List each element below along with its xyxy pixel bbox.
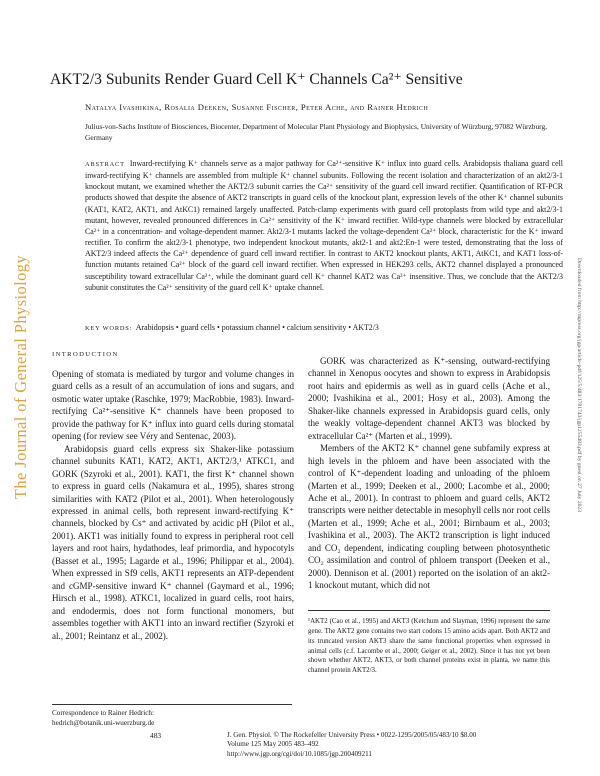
author-list: Natalya Ivashikina, Rosalia Deeken, Susanne Fischer, Peter Ache, and Rainer Hedrich [85, 102, 429, 112]
abstract-label: ABSTRACT [85, 161, 125, 168]
correspondence-email: hedrich@botanik.uni-wuerzburg.de [52, 719, 155, 727]
abstract [85, 158, 563, 293]
introduction-heading: INTRODUCTION [52, 351, 119, 358]
correspondence-note [52, 704, 292, 728]
download-info-rail: Downloaded from http://rupress.org/jgp/article-pdf/125/5/483/1781743/jgp1255483.pdf by guest on 27 July 2023 [576, 257, 582, 513]
journal-name-rail: The Journal of General Physiology [11, 254, 30, 500]
paragraph: Opening of stomata is mediated by turgor and volume changes in guard cells as a result of an accumulation of ions and sugars, and osmotic water uptake (Raschke, 1979; MacRobbie, 1983). Inward-rectifying Ca²⁺-sensitive K⁺ channels have been proposed to provide the pathway for K⁺ influx into guard cells during stomatal opening (for review see Véry and Sentenac, 2003). [52, 369, 294, 442]
abstract-text: Inward-rectifying K⁺ channels serve as a major pathway for Ca²⁺-sensitive K⁺ influx into guard cells. Arabidopsis thaliana guard cell inward-rectifying K⁺ channels are assembled from multiple K⁺ channel subunits. Following the recent isolation and characterization of an akt2/3-1 knockout mutant, we examined whether the AKT2/3 subunit carries the Ca²⁺ sensitivity of the guard cell inward rectifier. Quantification of RT-PCR products showed that despite the absence of AKT2 transcripts in guard cells of the knockout plant, expression levels of the other K⁺ channel subunits (KAT1, KAT2, AKT1, and AtKC1) remained largely unaffected. Patch-clamp experiments with guard cell protoplasts from wild type and akt2/3-1 mutant, however, revealed pronounced differences in Ca²⁺ sensitivity of the K⁺ inward rectifier. Wild-type channels were blocked by extracellular Ca²⁺ in a concentration- and voltage-dependent manner. Akt2/3-1 mutants lacked the voltage-dependent Ca²⁺ block, characteristic for the K⁺ inward rectifier. To confirm the akt2/3-1 phenotype, two independent knockout mutants, akt2-1 and akt2:En-1 were tested, demonstrating that the loss of AKT2/3 indeed affects the Ca²⁺ dependence of guard cell inward rectifier. In contrast to AKT2 knockout plants, AKT1, AtKC1, and KAT1 loss-of-function mutants retained Ca²⁺ block of the guard cell inward rectifier. When expressed in HEK293 cells, AKT2 channel displayed a pronounced susceptibility toward extracellular Ca²⁺, while the dominant guard cell K⁺ channel KAT2 was Ca²⁺ insensitive. Thus, we conclude that the AKT2/3 subunit constitutes the Ca²⁺ sensitivity of the guard cell K⁺ uptake channel. [85, 159, 563, 292]
paragraph: Members of the AKT2 K⁺ channel gene subfamily express at high levels in the phloem and have been associated with the control of K⁺-dependent loading and unloading of the phloem (Marten et al., 1999; Deeken et al., 2000; Lacombe et al., 2000; Ache et al., 2001). In contrast to phloem and guard cells, AKT2 transcripts were neither detectable in mesophyll cells nor root cells (Marten et al., 1999; Ache et al., 2001; Birnbaum et al., 2003; Ivashikina et al., 2003). The AKT2 transcription is light induced and CO₂ dependent, indicating coupling between photosynthetic CO₂ assimilation and control of phloem transport (Deeken et al., 2000). Dennison et al. (2001) reported on the isolation of an akt2-1 knockout mutant, which did not [308, 443, 550, 591]
keywords-label: KEY WORDS: [85, 325, 133, 332]
paragraph: Arabidopsis guard cells express six Shaker-like potassium channel subunits KAT1, KAT2, AKT1, AKT2/3,¹ ATKC1, and GORK (Szyroki et al., 2001). KAT1, the first K⁺ channel shown to express in guard cells (Nakamura et al., 1995), shares strong similarities with KAT2 (Pilot et al., 2001). When heterologously expressed in animal cells, both represent inward-rectifying K⁺ channels, blocked by Cs⁺ and activated by acidic pH (Pilot et al., 2001). AKT1 was initially found to express in peripheral root cell layers and root hairs, hydathodes, leaf primordia, and hypocotyls (Basset et al., 1995; Lagarde et al., 1996; Philippar et al., 2004). When expressed in Sf9 cells, AKT1 represents an ATP-dependent and cGMP-sensitive inward K⁺ channel (Gaymard et al., 1996; Hirsch et al., 1998). ATKC1, localized in guard cells, root hairs, and endodermis, does not form functional monomers, but assembles together with AKT1 into an inward rectifier (Szyroki et al., 2001; Reintanz et al., 2002). [52, 443, 294, 641]
affiliation: Julius-von-Sachs Institute of Biosciences, Biocenter, Department of Molecular Plant Physiology and Biophysics, University of Würzburg, 97082 Würzburg, Germany [85, 122, 548, 142]
journal-footer [227, 731, 476, 759]
correspondence-line: Correspondence to Rainer Hedrich: [52, 709, 154, 717]
footnote: ¹AKT2 (Cao et al., 1995) and AKT3 (Ketchum and Slayman, 1996) represent the same gene. The AKT2 gene contains two start codons 15 amino acids apart. Both AKT2 and its truncated version AKT3 share the same functional properties when expressed in animal cells (c.f. Lacombe et al., 2000; Geiger et al., 2002). Since it has not yet been shown whether AKT2, AKT3, or both channel proteins exist in planta, we name this channel protein AKT2/3. [308, 610, 550, 676]
keywords [85, 323, 563, 332]
paragraph: GORK was characterized as K⁺-sensing, outward-rectifying channel in Xenopus oocytes and shown to express in Arabidopsis root hairs and epidermis as well as in guard cells (Ache et al., 2000; Ivashikina et al., 2001; Hosy et al., 2003). Among the Shaker-like channels expressed in Arabidopsis guard cells, only the weakly voltage-dependent channel AKT3 was blocked by extracellular Ca²⁺ (Marten et al., 1999). [308, 356, 550, 441]
page-number: 483 [150, 731, 162, 740]
footer-citation: J. Gen. Physiol. © The Rockefeller University Press • 0022-1295/2005/05/483/10 $8.00 [227, 731, 477, 739]
footer-doi-link[interactable]: http://www.jgp.org/cgi/doi/10.1085/jgp.200409211 [227, 749, 372, 758]
left-column [52, 368, 294, 642]
article-title: AKT2/3 Subunits Render Guard Cell K⁺ Channels Ca²⁺ Sensitive [50, 71, 463, 88]
keywords-text: Arabidopsis • guard cells • potassium channel • calcium sensitivity • AKT2/3 [135, 323, 379, 332]
right-column [308, 355, 550, 592]
footer-volume: Volume 125 May 2005 483–492 [227, 740, 319, 749]
